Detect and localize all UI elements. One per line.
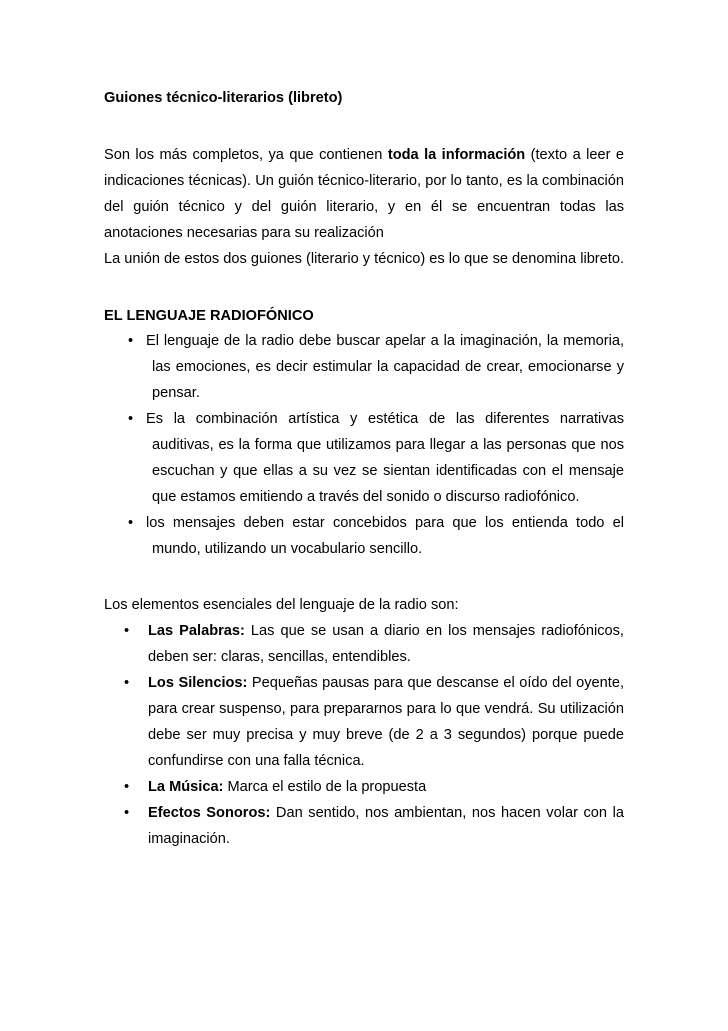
paragraph-libreto-definition: La unión de estos dos guiones (literario y técnico) es lo que se denomina libreto. bbox=[104, 251, 625, 267]
lenguaje-bullet-list bbox=[104, 328, 624, 562]
term-description: Pequeñas pausas para que descanse el oído del oyente, para crear suspenso, para prepararnos para lo que vendrá. Su utilización debe ser muy precisa y muy breve (de 2 a 3 segundos) porque puede confundirse con una falla técnica. bbox=[148, 675, 625, 769]
section-title: Guiones técnico-literarios (libreto) bbox=[104, 90, 343, 106]
list-item-text: Es la combinación artística y estética de las diferentes narrativas auditivas, es la forma que utilizamos para llegar a las personas que nos escuchan y que ellas a su vez se sientan identificadas con el mensaje que estamos emitiendo a través del sonido o discurso radiofónico. bbox=[146, 411, 624, 505]
bullet-icon: • bbox=[124, 805, 130, 821]
section-heading: EL LENGUAJE RADIOFÓNICO bbox=[104, 308, 314, 324]
list-item bbox=[104, 328, 624, 406]
term-label: Las Palabras: bbox=[148, 623, 245, 639]
document-page bbox=[104, 88, 624, 852]
list-item-text: El lenguaje de la radio debe buscar apelar a la imaginación, la memoria, las emociones, es decir estimular la capacidad de crear, emocionarse y pensar. bbox=[146, 333, 624, 401]
term-label: Los Silencios: bbox=[148, 675, 248, 691]
list-item bbox=[104, 774, 624, 800]
list-item bbox=[104, 406, 624, 510]
bullet-icon: • bbox=[128, 333, 134, 349]
list-item-text: los mensajes deben estar concebidos para que los entienda todo el mundo, utilizando un vocabulario sencillo. bbox=[146, 515, 624, 557]
bullet-icon: • bbox=[128, 515, 134, 531]
paragraph-text: Son los más completos, ya que contienen bbox=[104, 147, 388, 163]
list-item bbox=[104, 510, 624, 562]
elements-bullet-list bbox=[104, 618, 624, 852]
term-label: La Música: bbox=[148, 779, 224, 795]
bullet-icon: • bbox=[124, 675, 130, 691]
bullet-icon: • bbox=[124, 623, 130, 639]
term-description: Las que se usan a diario en los mensajes radiofónicos, deben ser: claras, sencillas, entendibles. bbox=[148, 623, 624, 665]
bullet-icon: • bbox=[124, 779, 130, 795]
paragraph-libreto-description bbox=[104, 142, 624, 246]
paragraph-text: (texto a leer e indicaciones técnicas). Un guión técnico-literario, por lo tanto, es la combinación del guión técnico y del guión literario, y en él se encuentran todas las anotaciones necesarias para su realización bbox=[104, 147, 624, 241]
list-item bbox=[104, 670, 624, 774]
list-item bbox=[104, 618, 624, 670]
term-label: Efectos Sonoros: bbox=[148, 805, 271, 821]
bullet-icon: • bbox=[128, 411, 134, 427]
term-description: Marca el estilo de la propuesta bbox=[223, 779, 427, 795]
elements-intro: Los elementos esenciales del lenguaje de la radio son: bbox=[104, 597, 459, 613]
list-item bbox=[104, 800, 624, 852]
bold-phrase: toda la información bbox=[387, 147, 526, 163]
term-description: Dan sentido, nos ambientan, nos hacen volar con la imaginación. bbox=[148, 805, 624, 847]
